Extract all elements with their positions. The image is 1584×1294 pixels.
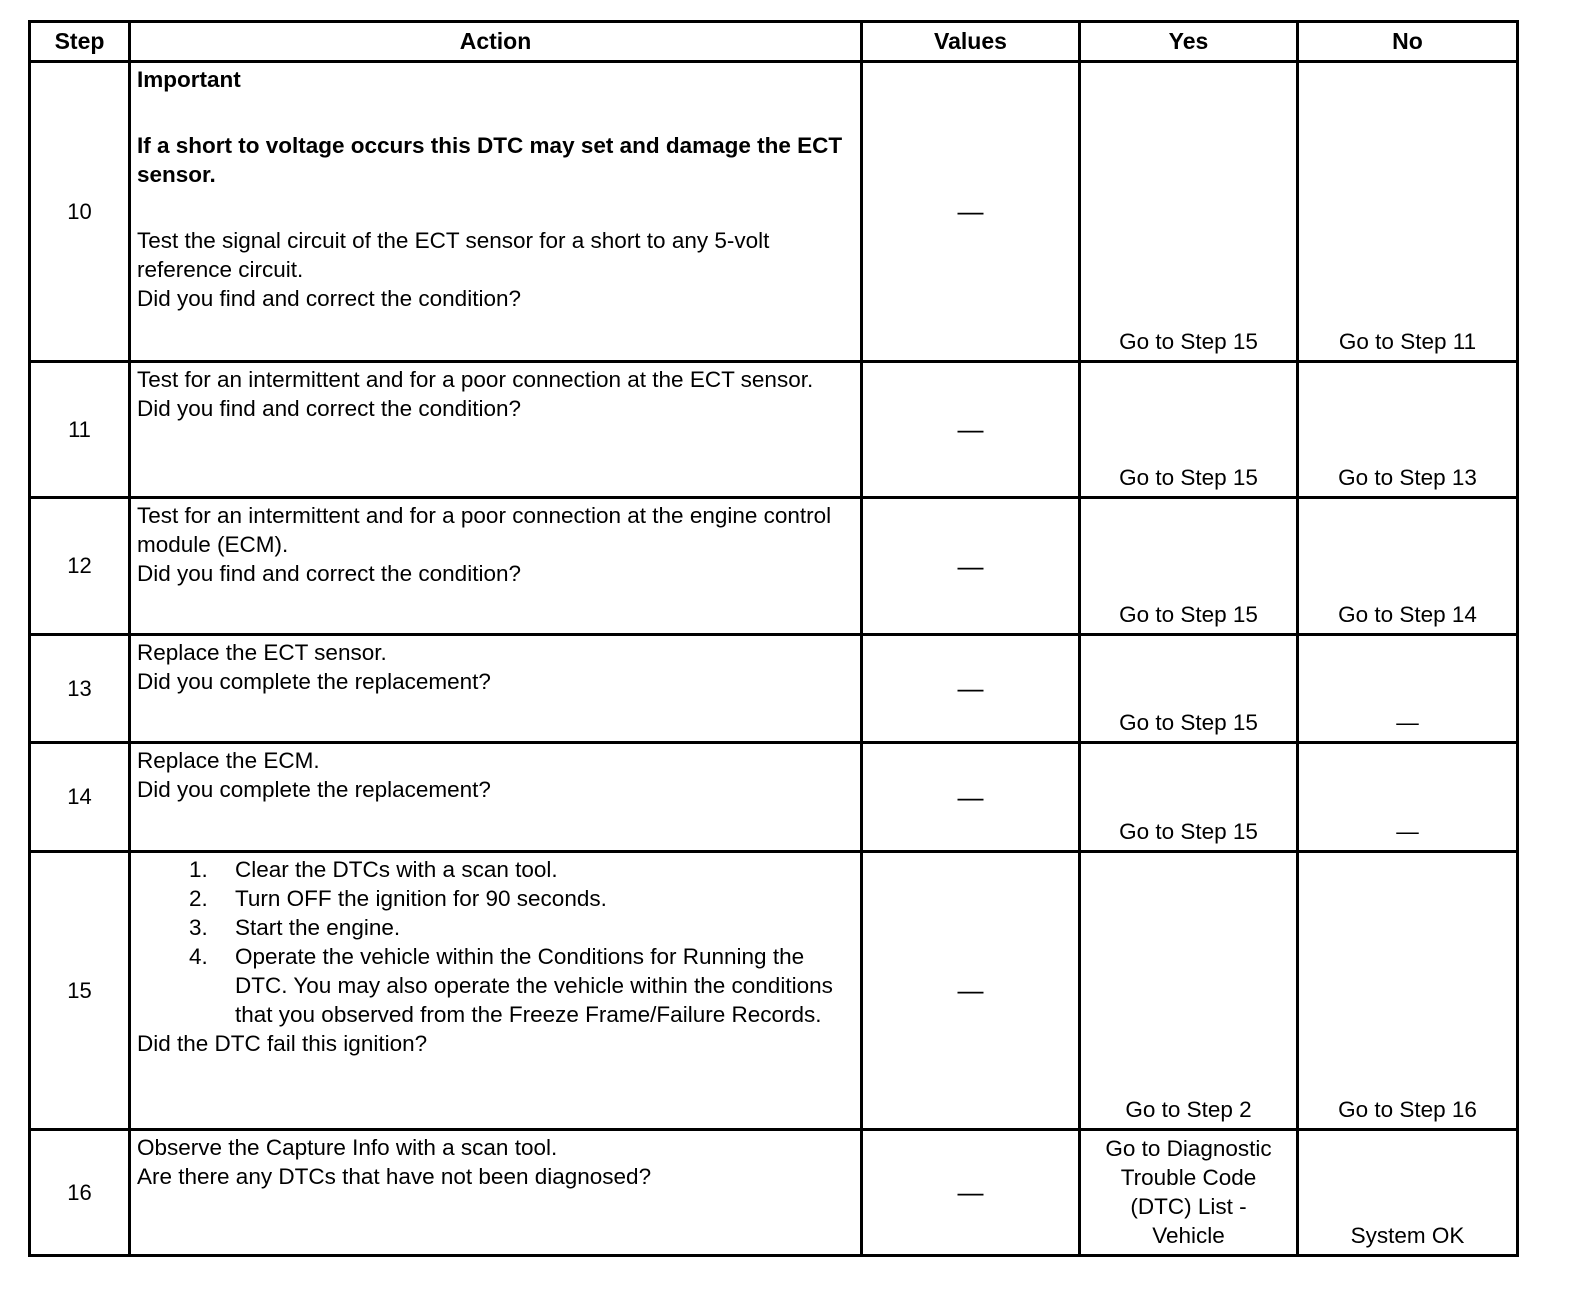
step-number: 14 (30, 743, 130, 852)
action-cell (130, 743, 862, 852)
action-question: Did you find and correct the condition? (137, 561, 521, 586)
action-question: Did you find and correct the condition? (137, 396, 521, 421)
list-item-text: Turn OFF the ignition for 90 seconds. (235, 886, 607, 911)
no-cell: Go to Step 16 (1298, 852, 1518, 1130)
yes-cell: Go to Step 15 (1080, 743, 1298, 852)
action-instruction: Test for an intermittent and for a poor connection at the engine control module (ECM). (137, 503, 832, 557)
no-cell: System OK (1298, 1130, 1518, 1256)
action-cell (130, 1130, 862, 1256)
action-cell (130, 362, 862, 498)
step-number: 11 (30, 362, 130, 498)
header-row (30, 22, 1518, 62)
action-cell (130, 498, 862, 635)
diagnostic-table (28, 20, 1519, 1257)
list-item (189, 884, 856, 913)
list-item-number: 3. (189, 915, 208, 940)
values-cell: — (862, 1130, 1080, 1256)
step-number: 10 (30, 62, 130, 362)
yes-cell-link[interactable]: Go to Diagnostic Trouble Code (DTC) List - Vehicle (1080, 1130, 1298, 1256)
important-label: Important (137, 67, 241, 92)
yes-cell: Go to Step 15 (1080, 62, 1298, 362)
table-row-step-12 (30, 498, 1518, 635)
no-cell: Go to Step 11 (1298, 62, 1518, 362)
yes-cell: Go to Step 15 (1080, 498, 1298, 635)
procedure-list (137, 855, 856, 1029)
values-cell: — (862, 62, 1080, 362)
action-cell (130, 62, 862, 362)
action-instruction: Observe the Capture Info with a scan tool. (137, 1135, 558, 1160)
step-number: 16 (30, 1130, 130, 1256)
list-item (189, 855, 856, 884)
action-question: Are there any DTCs that have not been diagnosed? (137, 1164, 652, 1189)
important-warning: If a short to voltage occurs this DTC may set and damage the ECT sensor. (137, 133, 843, 187)
table-row-step-15 (30, 852, 1518, 1130)
step-number: 13 (30, 635, 130, 743)
yes-cell: Go to Step 15 (1080, 635, 1298, 743)
list-item-number: 4. (189, 944, 208, 969)
no-cell: — (1298, 743, 1518, 852)
list-item-text: Start the engine. (235, 915, 401, 940)
table-row-step-16 (30, 1130, 1518, 1256)
values-cell: — (862, 498, 1080, 635)
table-row-step-10 (30, 62, 1518, 362)
yes-cell: Go to Step 2 (1080, 852, 1298, 1130)
list-item (189, 942, 856, 1029)
header-yes: Yes (1080, 22, 1298, 62)
action-question: Did the DTC fail this ignition? (137, 1031, 428, 1056)
action-instruction: Test the signal circuit of the ECT sensor for a short to any 5-volt reference circuit. (137, 228, 770, 282)
list-item (189, 913, 856, 942)
values-cell: — (862, 635, 1080, 743)
action-instruction: Test for an intermittent and for a poor connection at the ECT sensor. (137, 367, 814, 392)
action-cell (130, 852, 862, 1130)
list-item-number: 2. (189, 886, 208, 911)
values-cell: — (862, 743, 1080, 852)
step-number: 15 (30, 852, 130, 1130)
list-item-text: Clear the DTCs with a scan tool. (235, 857, 558, 882)
table-row-step-11 (30, 362, 1518, 498)
header-step: Step (30, 22, 130, 62)
no-cell: — (1298, 635, 1518, 743)
action-question: Did you complete the replacement? (137, 669, 491, 694)
values-cell: — (862, 362, 1080, 498)
list-item-text: Operate the vehicle within the Conditions for Running the DTC. You may also operate the vehicle within the conditions that you observed from the Freeze Frame/Failure Records. (235, 944, 833, 1027)
action-instruction: Replace the ECM. (137, 748, 320, 773)
header-no: No (1298, 22, 1518, 62)
header-action: Action (130, 22, 862, 62)
no-cell: Go to Step 14 (1298, 498, 1518, 635)
table-row-step-14 (30, 743, 1518, 852)
header-values: Values (862, 22, 1080, 62)
action-instruction: Replace the ECT sensor. (137, 640, 387, 665)
yes-cell: Go to Step 15 (1080, 362, 1298, 498)
action-question: Did you complete the replacement? (137, 777, 491, 802)
list-item-number: 1. (189, 857, 208, 882)
values-cell: — (862, 852, 1080, 1130)
step-number: 12 (30, 498, 130, 635)
action-question: Did you find and correct the condition? (137, 286, 521, 311)
action-cell (130, 635, 862, 743)
table-row-step-13 (30, 635, 1518, 743)
no-cell: Go to Step 13 (1298, 362, 1518, 498)
